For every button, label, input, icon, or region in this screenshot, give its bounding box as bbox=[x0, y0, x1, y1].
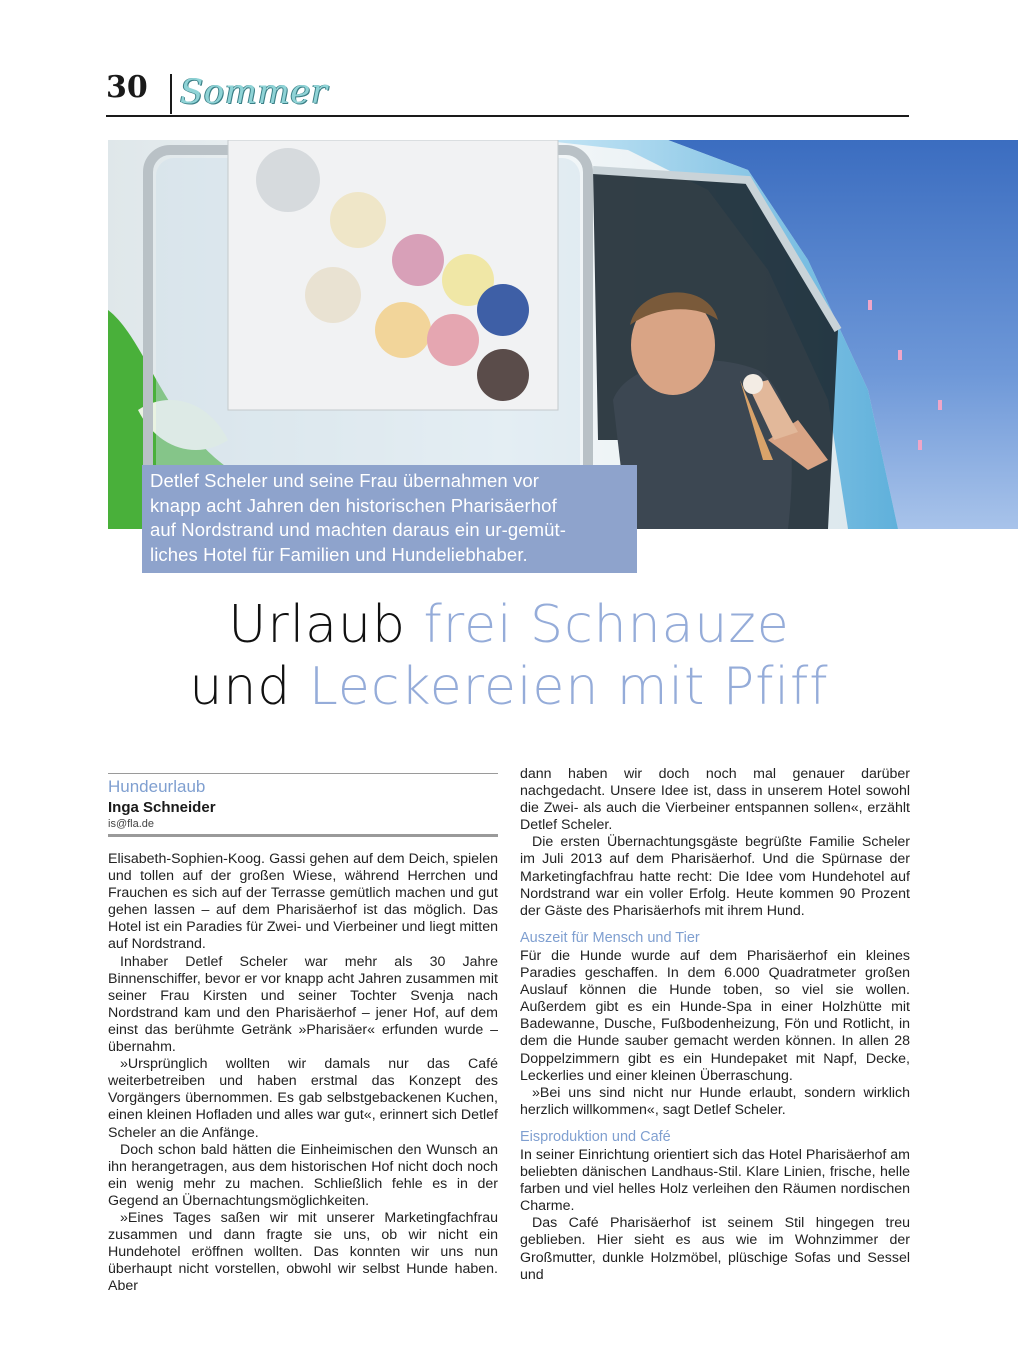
headline-line-2 bbox=[0, 656, 1018, 718]
header-rule bbox=[106, 115, 909, 117]
paragraph: Doch schon bald hätten die Einheimischen den Wunsch an ihn herangetragen, aus dem historischen Hof nicht doch noch ein wenig mehr zu machen. Schließlich fehle es in der Gegend an Übernachtungsmöglichkeiten. bbox=[108, 1141, 498, 1209]
paragraph: dann haben wir doch noch mal genauer darüber nachgedacht. Unsere Idee ist, dass in unserem Hotel sowohl die Zwei- als auch die Vierbeiner entspannen sollen«, erzählt Detlef Scheler. bbox=[520, 766, 910, 834]
section-title: Sommer bbox=[180, 72, 328, 112]
author-email: is@fla.de bbox=[108, 818, 155, 830]
page-number: 30 bbox=[106, 70, 148, 105]
paragraph: »Ursprünglich wollten wir damals nur das Café weiterbetreiben und haben erstmal das Konzept des Vorgängers übernommen. Es gab selbstgebackenen Kuchen, einen kleinen Hofladen und alles war gut«, erinnert sich Detlef Scheler an die Anfänge. bbox=[108, 1056, 498, 1141]
paragraph: Die ersten Übernachtungsgäste begrüßte Familie Scheler im Juli 2013 auf dem Pharisäerhof. Und die Spürnase der Marketingfachfrau hatte recht: Die Idee vom Hundehotel auf Nordstrand war ein voller Erfolg. Heute kommen 90 Prozent der Gäste des Pharisäerhofs mit ihrem Hund. bbox=[520, 834, 910, 919]
paragraph: Inhaber Detlef Scheler war mehr als 30 Jahre Binnenschiffer, bevor er vor knapp acht Jahren zusammen mit seiner Frau Kirsten und seiner Tochter Svenja nach Nordstrand kam und den Pharisäerhof – jener Hof, auf dem einst das berühmte Getränk »Pharisäer« erfunden wurde – übernahm. bbox=[108, 953, 498, 1056]
caption-line: knapp acht Jahren den historischen Pharisäerhof bbox=[150, 494, 557, 516]
headline-word-dark: und bbox=[189, 657, 292, 717]
headline-line-1 bbox=[0, 594, 1018, 656]
byline-rule-bottom bbox=[108, 834, 498, 837]
paragraph: »Eines Tages saßen wir mit unserer Marketingfachfrau zusammen und dann fragte sie uns, ob wir nicht ein Hundehotel eröffnen wollten. Das konnten wir uns nun überhaupt nicht vorstellen, obwohl wir selbst Hunde haben. Aber bbox=[108, 1209, 498, 1295]
caption-line: auf Nordstrand und machten daraus ein ur-gemüt- bbox=[150, 519, 567, 540]
article-column-left bbox=[108, 851, 498, 1295]
byline-rule-top bbox=[108, 773, 498, 774]
subheading: Eisproduktion und Café bbox=[520, 1128, 671, 1145]
caption-line: Detlef Scheler und seine Frau übernahmen vor bbox=[150, 470, 540, 491]
paragraph: Für die Hunde wurde auf dem Pharisäerhof ein kleines Paradies geschaffen. In dem 6.000 Quadratmeter großen Auslauf können die Hunde toben, so viel sie wollen. Außerdem gibt es ein Hunde-Spa in einer Holzhütte mit Badewanne, Dusche, Fußbodenheizung, Fön und Rotlicht, in dem die Hunde sauber gemacht werden können. In allen 28 Doppelzimmern gibt es ein Hundepaket mit Napf, Decke, Leckerlies und einer kleinen Überraschung. bbox=[520, 947, 910, 1084]
headline bbox=[0, 594, 1018, 718]
caption-line: liches Hotel für Familien und Hundeliebhaber. bbox=[150, 543, 528, 565]
headline-word-dark: Urlaub bbox=[228, 595, 407, 655]
header-divider bbox=[170, 74, 172, 114]
paragraph: »Bei uns sind nicht nur Hunde erlaubt, sondern wirklich herzlich willkommen«, sagt Detlef Scheler. bbox=[520, 1084, 910, 1118]
headline-phrase-blue: frei Schnauze bbox=[423, 595, 790, 655]
headline-phrase-blue: Leckereien mit Pfiff bbox=[308, 657, 829, 717]
kicker: Hundeurlaub bbox=[108, 777, 206, 796]
paragraph: Das Café Pharisäerhof ist seinem Stil hingegen treu geblieben. Hier sieht es aus wie im Wohnzimmer der Großmutter, dunkle Holzmöbel, plüschige Sofas und Sessel und bbox=[520, 1215, 910, 1283]
paragraph: In seiner Einrichtung orientiert sich das Hotel Pharisäerhof am beliebten dänischen Landhaus-Stil. Klare Linien, frische, helle farben und viel helles Holz verleihen den Räumen nordischen Charme. bbox=[520, 1146, 910, 1215]
subheading: Auszeit für Mensch und Tier bbox=[520, 929, 700, 946]
photo-caption bbox=[142, 465, 637, 573]
paragraph: Elisabeth-Sophien-Koog. Gassi gehen auf dem Deich, spielen und tollen auf der großen Wiese, während Herrchen und Frauchen es sich auf der Terrasse gemütlich machen und gut gehen lassen – auf dem Pharisäerhof ist das möglich. Das Hotel ist ein Paradies für Zwei- und Vierbeiner und liegt mitten auf Nordstrand. bbox=[108, 851, 498, 953]
article-column-right bbox=[520, 766, 910, 1284]
author-name: Inga Schneider bbox=[108, 799, 216, 816]
